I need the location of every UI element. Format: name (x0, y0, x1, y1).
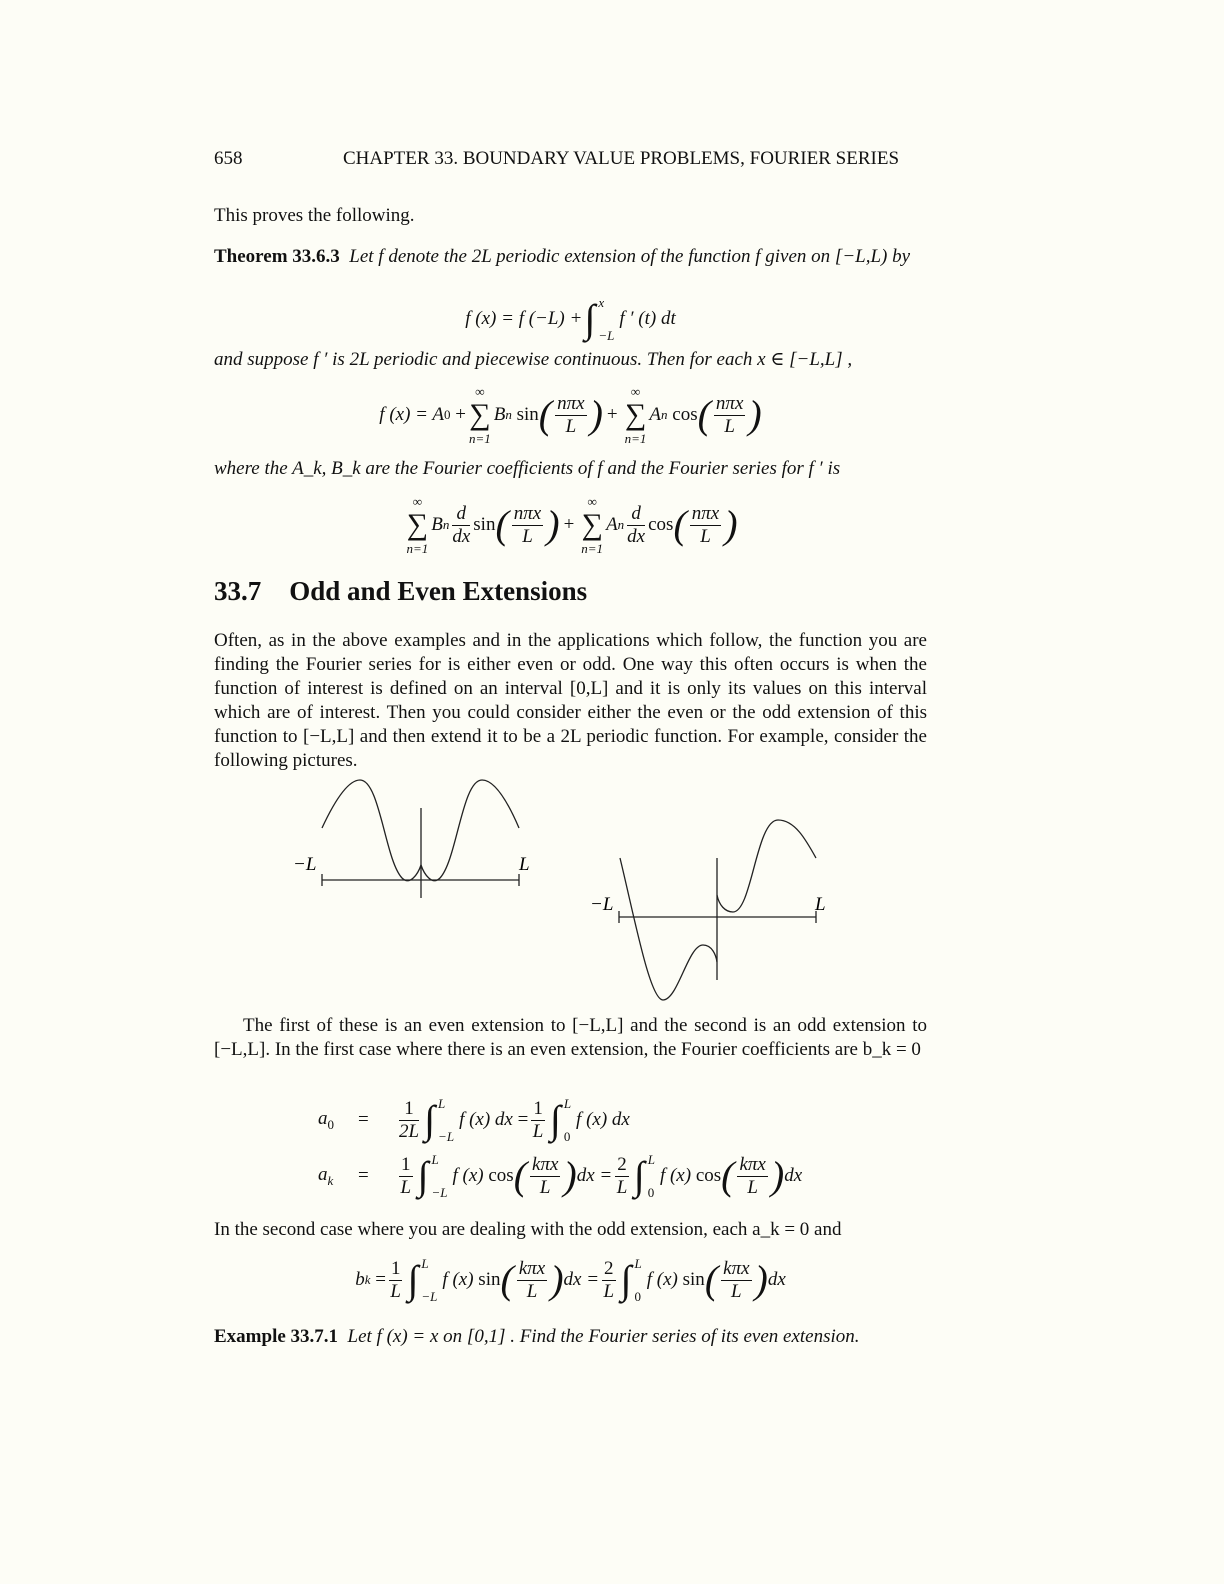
sum-lower: n=1 (624, 431, 647, 446)
fraction (530, 1154, 560, 1199)
intro-text: This proves the following. (214, 205, 415, 226)
equals: = (358, 1109, 369, 1130)
eq-term: dx (767, 1269, 786, 1290)
fraction (615, 1154, 629, 1199)
coef: A (606, 514, 618, 535)
num: nπx (715, 392, 744, 414)
integral: ∫ L 0 (620, 1256, 642, 1304)
sum-upper: ∞ (412, 494, 422, 509)
subscript: n (505, 407, 512, 422)
integral: ∫ L −L (417, 1152, 448, 1200)
num: 1 (533, 1097, 543, 1119)
integral: ∫ L −L (424, 1096, 455, 1144)
num: nπx (691, 502, 720, 524)
paragraph-2: The first of these is an even extension to [−L,L] and the second is an odd extension to [−L,L]. In the first case where there is an even extension, the Fourier coefficients are b_k = 0 (214, 1015, 927, 1060)
upper-limit: L (421, 1256, 429, 1271)
den: L (565, 415, 577, 437)
eq-term: f (x) (452, 1165, 484, 1186)
fraction (399, 1154, 413, 1199)
num: 1 (390, 1257, 401, 1279)
sum-upper: ∞ (475, 384, 485, 399)
num: 2 (617, 1153, 627, 1175)
eq-term: f (x) (659, 1165, 692, 1186)
num: kπx (532, 1153, 559, 1175)
sigma: ∑ (406, 508, 429, 541)
upper-limit: L (634, 1256, 642, 1271)
num: 1 (401, 1153, 411, 1175)
example (214, 1325, 927, 1349)
num: kπx (739, 1153, 766, 1175)
den: dx (452, 525, 471, 547)
lower-limit: −L (421, 1289, 438, 1304)
cos: cos (488, 1165, 514, 1186)
sum-upper: ∞ (587, 494, 597, 509)
subscript: n (617, 517, 625, 532)
coef: A (649, 404, 662, 425)
page-number: 658 (214, 148, 243, 169)
equation-3: ∞ ∑ n=1 B n $\frac{d}{dx}$ sin ( $\frac{\text{nπx}}{L}$ ) + ∞ ∑ n=1 A n $\frac{d}{dx}$ cos ( $\frac{\text{nπx}}{L}$ ) (406, 494, 738, 556)
sin: sin (478, 1269, 501, 1290)
den: L (747, 1176, 758, 1198)
eq-term: f (x) = A (379, 404, 444, 425)
integral: ∫ x −L (584, 295, 615, 343)
sum-lower: n=1 (468, 431, 491, 446)
cos: cos (648, 514, 674, 535)
sigma: ∑ (581, 508, 603, 541)
example-text: Let f (x) = x on [0,1] . Find the Fourier series of its even extension. (347, 1326, 860, 1347)
coef: B (431, 514, 443, 535)
cos: cos (695, 1165, 722, 1186)
odd-extension-curve (620, 820, 816, 1000)
den: L (522, 525, 533, 547)
den: L (731, 1280, 742, 1302)
fraction (399, 1098, 419, 1143)
eq-term: f (x) dx (576, 1109, 630, 1130)
den: L (532, 1120, 544, 1142)
example-label: Example 33.7.1 (214, 1326, 339, 1347)
section-number: 33.7 (214, 576, 262, 606)
paragraph-1: Often, as in the above examples and in the applications which follow, the function you are finding the Fourier series for is either even or odd. One way this often occurs is when the function of interest is defined on an interval [0,L] and it is only its values on this interval which are of interest. Then you could consider either the even or the odd extension of this function to [−L,L] and then extend it to be a 2L periodic function. For example, consider the following pictures. (214, 630, 927, 771)
ak-symbol: $a_k$ (318, 1163, 334, 1188)
lower-limit: −L (431, 1185, 448, 1200)
num: kπx (518, 1257, 546, 1279)
odd-left-label: −L (590, 894, 614, 915)
lower-limit: 0 (563, 1129, 571, 1144)
theorem-text: Let f denote the 2L periodic extension of the function f given on [−L,L) by (349, 246, 911, 267)
even-left-label: −L (293, 854, 317, 875)
sigma: ∑ (624, 398, 647, 431)
theorem-text-2: and suppose f ′ is 2L periodic and piecewise continuous. Then for each x ∈ [−L,L] , (214, 349, 853, 370)
a0-symbol: $a_0$ (318, 1107, 334, 1132)
eq-term: dx = (563, 1269, 600, 1290)
equals: = (358, 1165, 369, 1186)
eq-term: f (x) (646, 1269, 678, 1290)
sum-lower: n=1 (406, 541, 429, 556)
den: L (539, 1176, 551, 1198)
equation-2: f (x) = A 0 + ∞ ∑ n=1 B n sin ( $\frac{\text{nπx}}{L}$ ) + ∞ ∑ n=1 A n cos ( $\frac{\text{nπx}}{L}$ ) (379, 384, 762, 446)
plus: + (606, 404, 618, 425)
num: 1 (399, 1098, 419, 1121)
subscript: k (364, 1272, 371, 1287)
running-header: CHAPTER 33. BOUNDARY VALUE PROBLEMS, FOURIER SERIES (343, 148, 900, 169)
integral: ∫ L 0 (549, 1096, 572, 1144)
fraction (517, 1258, 547, 1303)
paragraph-3: In the second case where you are dealing with the odd extension, each a_k = 0 and (214, 1219, 842, 1240)
num: d (627, 503, 645, 526)
den: L (400, 1176, 412, 1198)
equation-ak: $a_k$ = $\frac{1}{L}$ ∫ L −L f (x) cos ( $\frac{\text{kπx}}{L}$ ) dx = $\frac{2}{L}$ ∫ L 0 f (x) cos ( $\frac{\text{kπx}}{L}$ ) dx (318, 1152, 803, 1200)
den: L (526, 1280, 538, 1302)
equation-bk: b k = $\frac{1}{L}$ ∫ L −L f (x) sin ( $\frac{\text{kπx}}{L}$ ) dx = $\frac{2}{L}$ ∫ L 0 f (x) sin ( $\frac{\text{kπx}}{L}$ ) dx (355, 1256, 786, 1304)
eq-term: f (x) dx (459, 1109, 513, 1130)
theorem-text-3: where the A_k, B_k are the Fourier coefficients of f and the Fourier series for f ′ is (214, 458, 841, 479)
upper-limit: x (598, 295, 605, 310)
num: nπx (557, 392, 585, 414)
equation-a0 (318, 1096, 630, 1144)
num: kπx (723, 1257, 750, 1279)
sin: sin (682, 1269, 705, 1290)
plus: + (563, 514, 575, 535)
subscript: 0 (444, 407, 451, 422)
theorem-label: Theorem 33.6.3 (214, 246, 340, 267)
bk-symbol: b (355, 1269, 365, 1290)
lower-limit: 0 (634, 1289, 642, 1304)
eq-term: dx = (576, 1165, 613, 1186)
lower-limit: 0 (647, 1185, 655, 1200)
upper-limit: L (647, 1152, 655, 1167)
den: L (603, 1280, 615, 1302)
eq-term: f (x) = f (−L) + (465, 308, 583, 329)
integral: ∫ L −L (407, 1256, 438, 1304)
lower-limit: −L (598, 328, 615, 343)
sigma: ∑ (469, 398, 491, 431)
num: nπx (513, 502, 542, 524)
coef: B (493, 404, 506, 425)
fraction (721, 1258, 751, 1303)
sum-upper: ∞ (630, 384, 641, 399)
lower-limit: −L (438, 1129, 455, 1144)
upper-limit: L (438, 1096, 446, 1111)
sin: sin (473, 514, 496, 535)
eq-term: f (x) (442, 1269, 474, 1290)
integral: ∫ L 0 (633, 1152, 655, 1200)
den: L (700, 525, 711, 547)
den: dx (627, 525, 646, 547)
num: d (452, 503, 470, 526)
upper-limit: L (563, 1096, 572, 1111)
section-title: Odd and Even Extensions (289, 576, 588, 606)
fraction (531, 1098, 545, 1143)
den: L (724, 415, 735, 437)
fraction (737, 1154, 767, 1199)
even-right-label: L (519, 854, 530, 875)
den: 2L (399, 1120, 420, 1142)
den: L (390, 1280, 401, 1302)
plus: + (455, 404, 466, 425)
odd-right-label: L (815, 894, 826, 915)
fraction (602, 1258, 616, 1303)
sin: sin (516, 404, 539, 425)
subscript: n (442, 517, 450, 532)
equals: = (517, 1109, 529, 1130)
eq-term: f ′ (t) dt (619, 308, 676, 329)
eq-term: dx (784, 1165, 803, 1186)
den: L (616, 1176, 628, 1198)
fraction (389, 1258, 403, 1303)
equals: = (375, 1269, 386, 1290)
upper-limit: L (431, 1152, 439, 1167)
cos: cos (672, 404, 698, 425)
num: 2 (604, 1257, 614, 1279)
subscript: n (661, 407, 668, 422)
sum-lower: n=1 (581, 541, 604, 556)
